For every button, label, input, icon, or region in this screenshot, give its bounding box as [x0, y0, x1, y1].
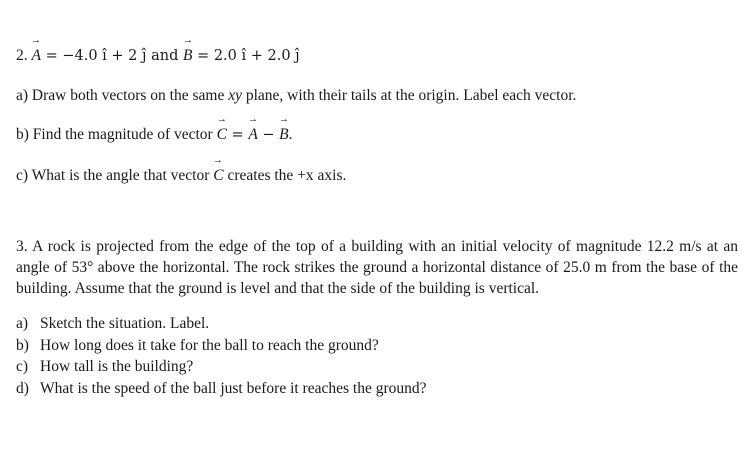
part-c-text-end: creates the +x axis.: [223, 167, 347, 184]
problem-3-parts: [16, 313, 427, 399]
part-text: Sketch the situation. Label.: [40, 315, 210, 332]
part-c-text-start: c) What is the angle that vector: [16, 167, 214, 184]
part-b-vector-b: → B: [279, 125, 288, 145]
problem-2-statement: [16, 46, 300, 66]
part-text: What is the speed of the ball just before it reaches the ground?: [40, 379, 427, 397]
part-b-text-start: b) Find the magnitude of vector: [16, 126, 217, 143]
part-letter: b): [16, 336, 29, 354]
part-text: How tall is the building?: [40, 358, 194, 375]
problem-2-part-a: [16, 86, 576, 106]
problem-2-part-c: [16, 166, 346, 186]
part-text: How long does it take for the ball to reach the ground?: [40, 336, 379, 354]
problem-3-part-d: [16, 378, 427, 400]
problem-3-statement: 3. A rock is projected from the edge of the top of a building with an initial velocity of magnitude 12.2 m/s at an angle of 53° above the horizontal. The rock strikes the ground a horizontal distance of 25.0 m from the base of the building. Assume that the ground is level and that the side of the building is vertical.: [16, 238, 738, 297]
part-letter: a): [16, 315, 29, 332]
part-letter: c): [16, 358, 29, 375]
problem-2-number: 2.: [16, 47, 28, 64]
problem-3-part-a: [16, 313, 427, 335]
part-b-minus: −: [257, 127, 280, 143]
vector-c-symbol: → C: [217, 125, 227, 145]
part-b-equals: =: [226, 127, 249, 143]
vector-a-definition: = −4.0 î + 2 ĵ and: [40, 48, 183, 64]
vector-a-symbol: → A: [32, 46, 41, 66]
vector-b-definition: = 2.0 î + 2.0 ĵ: [192, 48, 300, 64]
part-a-xy: xy: [228, 87, 242, 104]
part-b-period: .: [288, 126, 293, 143]
problem-3-part-c: [16, 356, 427, 378]
part-b-vector-a: → A: [248, 125, 257, 145]
part-letter: d): [16, 379, 29, 397]
part-c-vector-c: → C: [213, 166, 223, 186]
part-a-text-start: a) Draw both vectors on the same: [16, 87, 229, 104]
part-a-text-end: plane, with their tails at the origin. Label each vector.: [241, 87, 577, 104]
problem-2-part-b: [16, 125, 293, 145]
vector-b-symbol: → B: [183, 46, 192, 66]
problem-3-part-b: [16, 335, 427, 357]
